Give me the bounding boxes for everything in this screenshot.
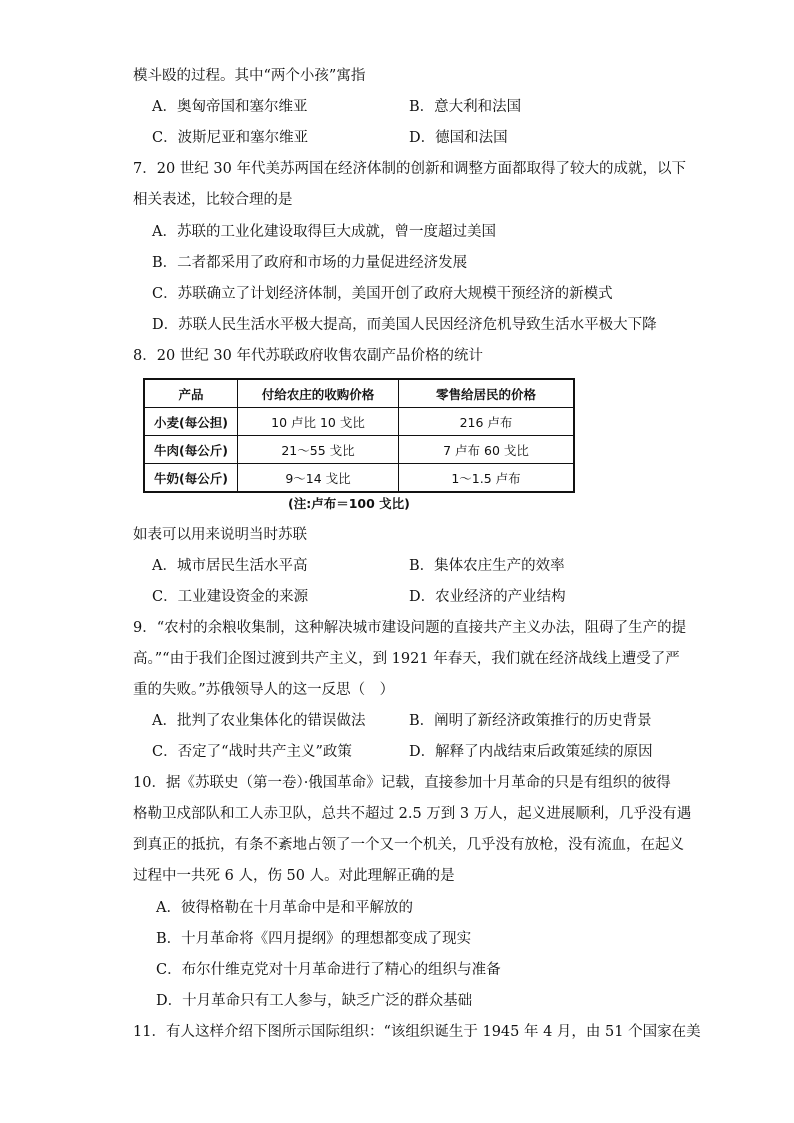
q9-stem-line3: 重的失败。”苏俄领导人的这一反思（ ）	[133, 682, 395, 698]
q9-option-d[interactable]: D．解释了内战结束后政策延续的原因	[409, 744, 653, 760]
q8-option-d[interactable]: D．农业经济的产业结构	[409, 589, 566, 605]
table-cell-product: 牛奶(每公斤)	[144, 464, 238, 493]
q10-option-c[interactable]: C．布尔什维克党对十月革命进行了精心的组织与准备	[156, 962, 501, 978]
q8-stem-line2: 如表可以用来说明当时苏联	[133, 527, 307, 543]
q6-option-c[interactable]: C．波斯尼亚和塞尔维亚	[152, 130, 309, 146]
q10-stem-line2: 格勒卫戍部队和工人赤卫队，总共不超过 2.5 万到 3 万人，起义进展顺利，几乎没有遇	[133, 806, 692, 822]
price-table-header-product: 产品	[144, 379, 238, 408]
price-table-header-row	[144, 379, 574, 408]
q8-option-b[interactable]: B．集体农庄生产的效率	[409, 558, 565, 574]
table-cell-purchase: 9～14 戈比	[238, 464, 399, 493]
q9-stem-line2: 高。”“由于我们企图过渡到共产主义，到 1921 年春天，我们就在经济战线上遭受了严	[133, 651, 680, 667]
q10-stem-line3: 到真正的抵抗，有条不紊地占领了一个又一个机关，几乎没有放枪，没有流血，在起义	[133, 837, 684, 853]
table-cell-retail: 1～1.5 卢布	[399, 464, 575, 493]
q9-option-b[interactable]: B．阐明了新经济政策推行的历史背景	[409, 713, 652, 729]
q10-option-a[interactable]: A．彼得格勒在十月革命中是和平解放的	[156, 900, 413, 916]
q10-stem-line4: 过程中一共死 6 人，伤 50 人。对此理解正确的是	[133, 868, 455, 884]
q6-option-a[interactable]: A．奥匈帝国和塞尔维亚	[152, 99, 308, 115]
table-cell-purchase: 21～55 戈比	[238, 436, 399, 464]
q8-option-c[interactable]: C．工业建设资金的来源	[152, 589, 309, 605]
q9-option-c[interactable]: C．否定了“战时共产主义”政策	[152, 744, 352, 760]
q7-stem-line2: 相关表述，比较合理的是	[133, 192, 293, 208]
q7-option-c[interactable]: C．苏联确立了计划经济体制，美国开创了政府大规模干预经济的新模式	[152, 286, 613, 302]
q7-option-b[interactable]: B．二者都采用了政府和市场的力量促进经济发展	[152, 255, 468, 271]
price-table-header-retail: 零售给居民的价格	[399, 379, 575, 408]
q6-option-d[interactable]: D．德国和法国	[409, 130, 508, 146]
table-cell-retail: 216 卢布	[399, 408, 575, 436]
table-cell-product: 牛肉(每公斤)	[144, 436, 238, 464]
table-row	[144, 464, 574, 493]
q8-option-a[interactable]: A．城市居民生活水平高	[152, 558, 308, 574]
table-row	[144, 408, 574, 436]
table-cell-purchase: 10 卢比 10 戈比	[238, 408, 399, 436]
q11-stem-line1: 11．有人这样介绍下图所示国际组织：“该组织诞生于 1945 年 4 月，由 51 个国家在美	[133, 1024, 701, 1040]
price-table-header-purchase: 付给农庄的收购价格	[238, 379, 399, 408]
q9-stem-line1: 9．“农村的余粮收集制，这种解决城市建设问题的直接共产主义办法，阻碍了生产的提	[133, 620, 687, 636]
q10-option-d[interactable]: D．十月革命只有工人参与，缺乏广泛的群众基础	[156, 993, 473, 1009]
q6-option-b[interactable]: B．意大利和法国	[409, 99, 522, 115]
table-cell-product: 小麦(每公担)	[144, 408, 238, 436]
q7-option-a[interactable]: A．苏联的工业化建设取得巨大成就，曾一度超过美国	[152, 224, 496, 240]
price-table-note: (注:卢布＝100 戈比)	[288, 496, 410, 511]
q9-option-a[interactable]: A．批判了农业集体化的错误做法	[152, 713, 366, 729]
q10-option-b[interactable]: B．十月革命将《四月提纲》的理想都变成了现实	[156, 931, 472, 947]
table-cell-retail: 7 卢布 60 戈比	[399, 436, 575, 464]
table-row	[144, 436, 574, 464]
q10-stem-line1: 10．据《苏联史（第一卷）·俄国革命》记载，直接参加十月革命的只是有组织的彼得	[133, 775, 671, 791]
q7-option-d[interactable]: D．苏联人民生活水平极大提高，而美国人民因经济危机导致生活水平极大下降	[152, 317, 657, 333]
price-table	[143, 378, 575, 493]
q6-stem-tail: 模斗殴的过程。其中“两个小孩”寓指	[133, 68, 366, 84]
q7-stem-line1: 7．20 世纪 30 年代美苏两国在经济体制的创新和调整方面都取得了较大的成就，以下	[133, 161, 686, 177]
q8-stem-line1: 8．20 世纪 30 年代苏联政府收售农副产品价格的统计	[133, 348, 483, 364]
